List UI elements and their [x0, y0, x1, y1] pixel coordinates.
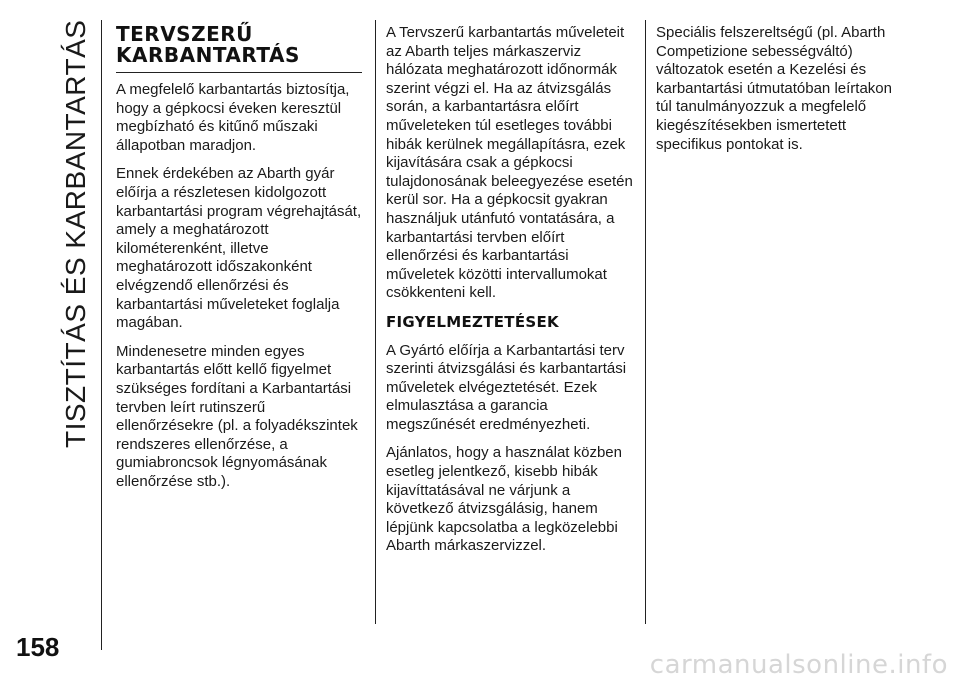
column-divider-left — [101, 20, 102, 650]
text-column-2 — [386, 24, 634, 566]
text-column-1 — [116, 24, 364, 501]
paragraph: Speciális felszereltségű (pl. Abarth Competizione sebességváltó) változatok esetén a Kezelési és karbantartási útmutatóban leírtakon túl tanulmányozzuk a megfelelő kiegészítésekben ismertetett specifikus pontokat is. — [656, 24, 892, 153]
paragraph: Ajánlatos, hogy a használat közben esetleg jelentkező, kisebb hibák kijavíttatásával ne várjunk a következő átvizsgálásig, hanem lépjünk kapcsolatba a legközelebbi Abarth márkaszervizzel. — [386, 444, 622, 555]
paragraph: A Tervszerű karbantartás műveleteit az Abarth teljes márkaszerviz hálózata meghatározott időnormák szerint végzi el. Ha az átvizsgálás során, a karbantartásra előírt műveleteken túl esetleges további hibák kerülnek megállapításra, ezek kijavítására csak a gépkocsi tulajdonosának beleegyezése esetén kerül sor. Ha a gépkocsit gyakran használjuk utánfutó vontatására, a karbantartási tervben előírt ellenőrzési és karbantartási műveletek közötti intervallumokat csökkenteni kell. — [386, 24, 633, 302]
paragraph: A megfelelő karbantartás biztosítja, hogy a gépkocsi éveken keresztül megbízható és kitűnő műszaki állapotban maradjon. — [116, 81, 350, 154]
paragraph: A Gyártó előírja a Karbantartási terv szerinti átvizsgálási és karbantartási műveletek elvégeztetését. Ezek elmulasztása a garancia megszűnését eredményezheti. — [386, 341, 627, 433]
warnings-heading: FIGYELMEZTETÉSEK — [386, 312, 559, 331]
column-divider-right — [645, 20, 646, 624]
page-number: 158 — [16, 632, 60, 662]
paragraph: Mindenesetre minden egyes karbantartás előtt kellő figyelmet szükséges fordítani a Karbantartási tervben leírt rutinszerű ellenőrzésekre (pl. a folyadékszintek rendszeres ellenőrzése, a gumiabroncsok légnyomásának ellenőrzése stb.). — [116, 342, 358, 490]
column-divider-middle — [375, 20, 376, 624]
section-title-line-2: KARBANTARTÁS — [116, 43, 300, 67]
paragraph: Ennek érdekében az Abarth gyár előírja a részletesen kidolgozott karbantartási program végrehajtását, amely a meghatározott kilométerenként, illetve meghatározott időszakonként elvégzendő ellenőrzési és karbantartási műveleteket foglalja magában. — [116, 165, 362, 332]
section-title-line-1: TERVSZERŰ — [116, 22, 253, 46]
chapter-side-title — [56, 20, 96, 660]
chapter-side-title-text: TISZTÍTÁS ÉS KARBANTARTÁS — [60, 20, 91, 449]
watermark-text: carmanualsonline.info — [649, 650, 948, 680]
text-column-3 — [656, 24, 906, 164]
section-title — [116, 24, 362, 73]
